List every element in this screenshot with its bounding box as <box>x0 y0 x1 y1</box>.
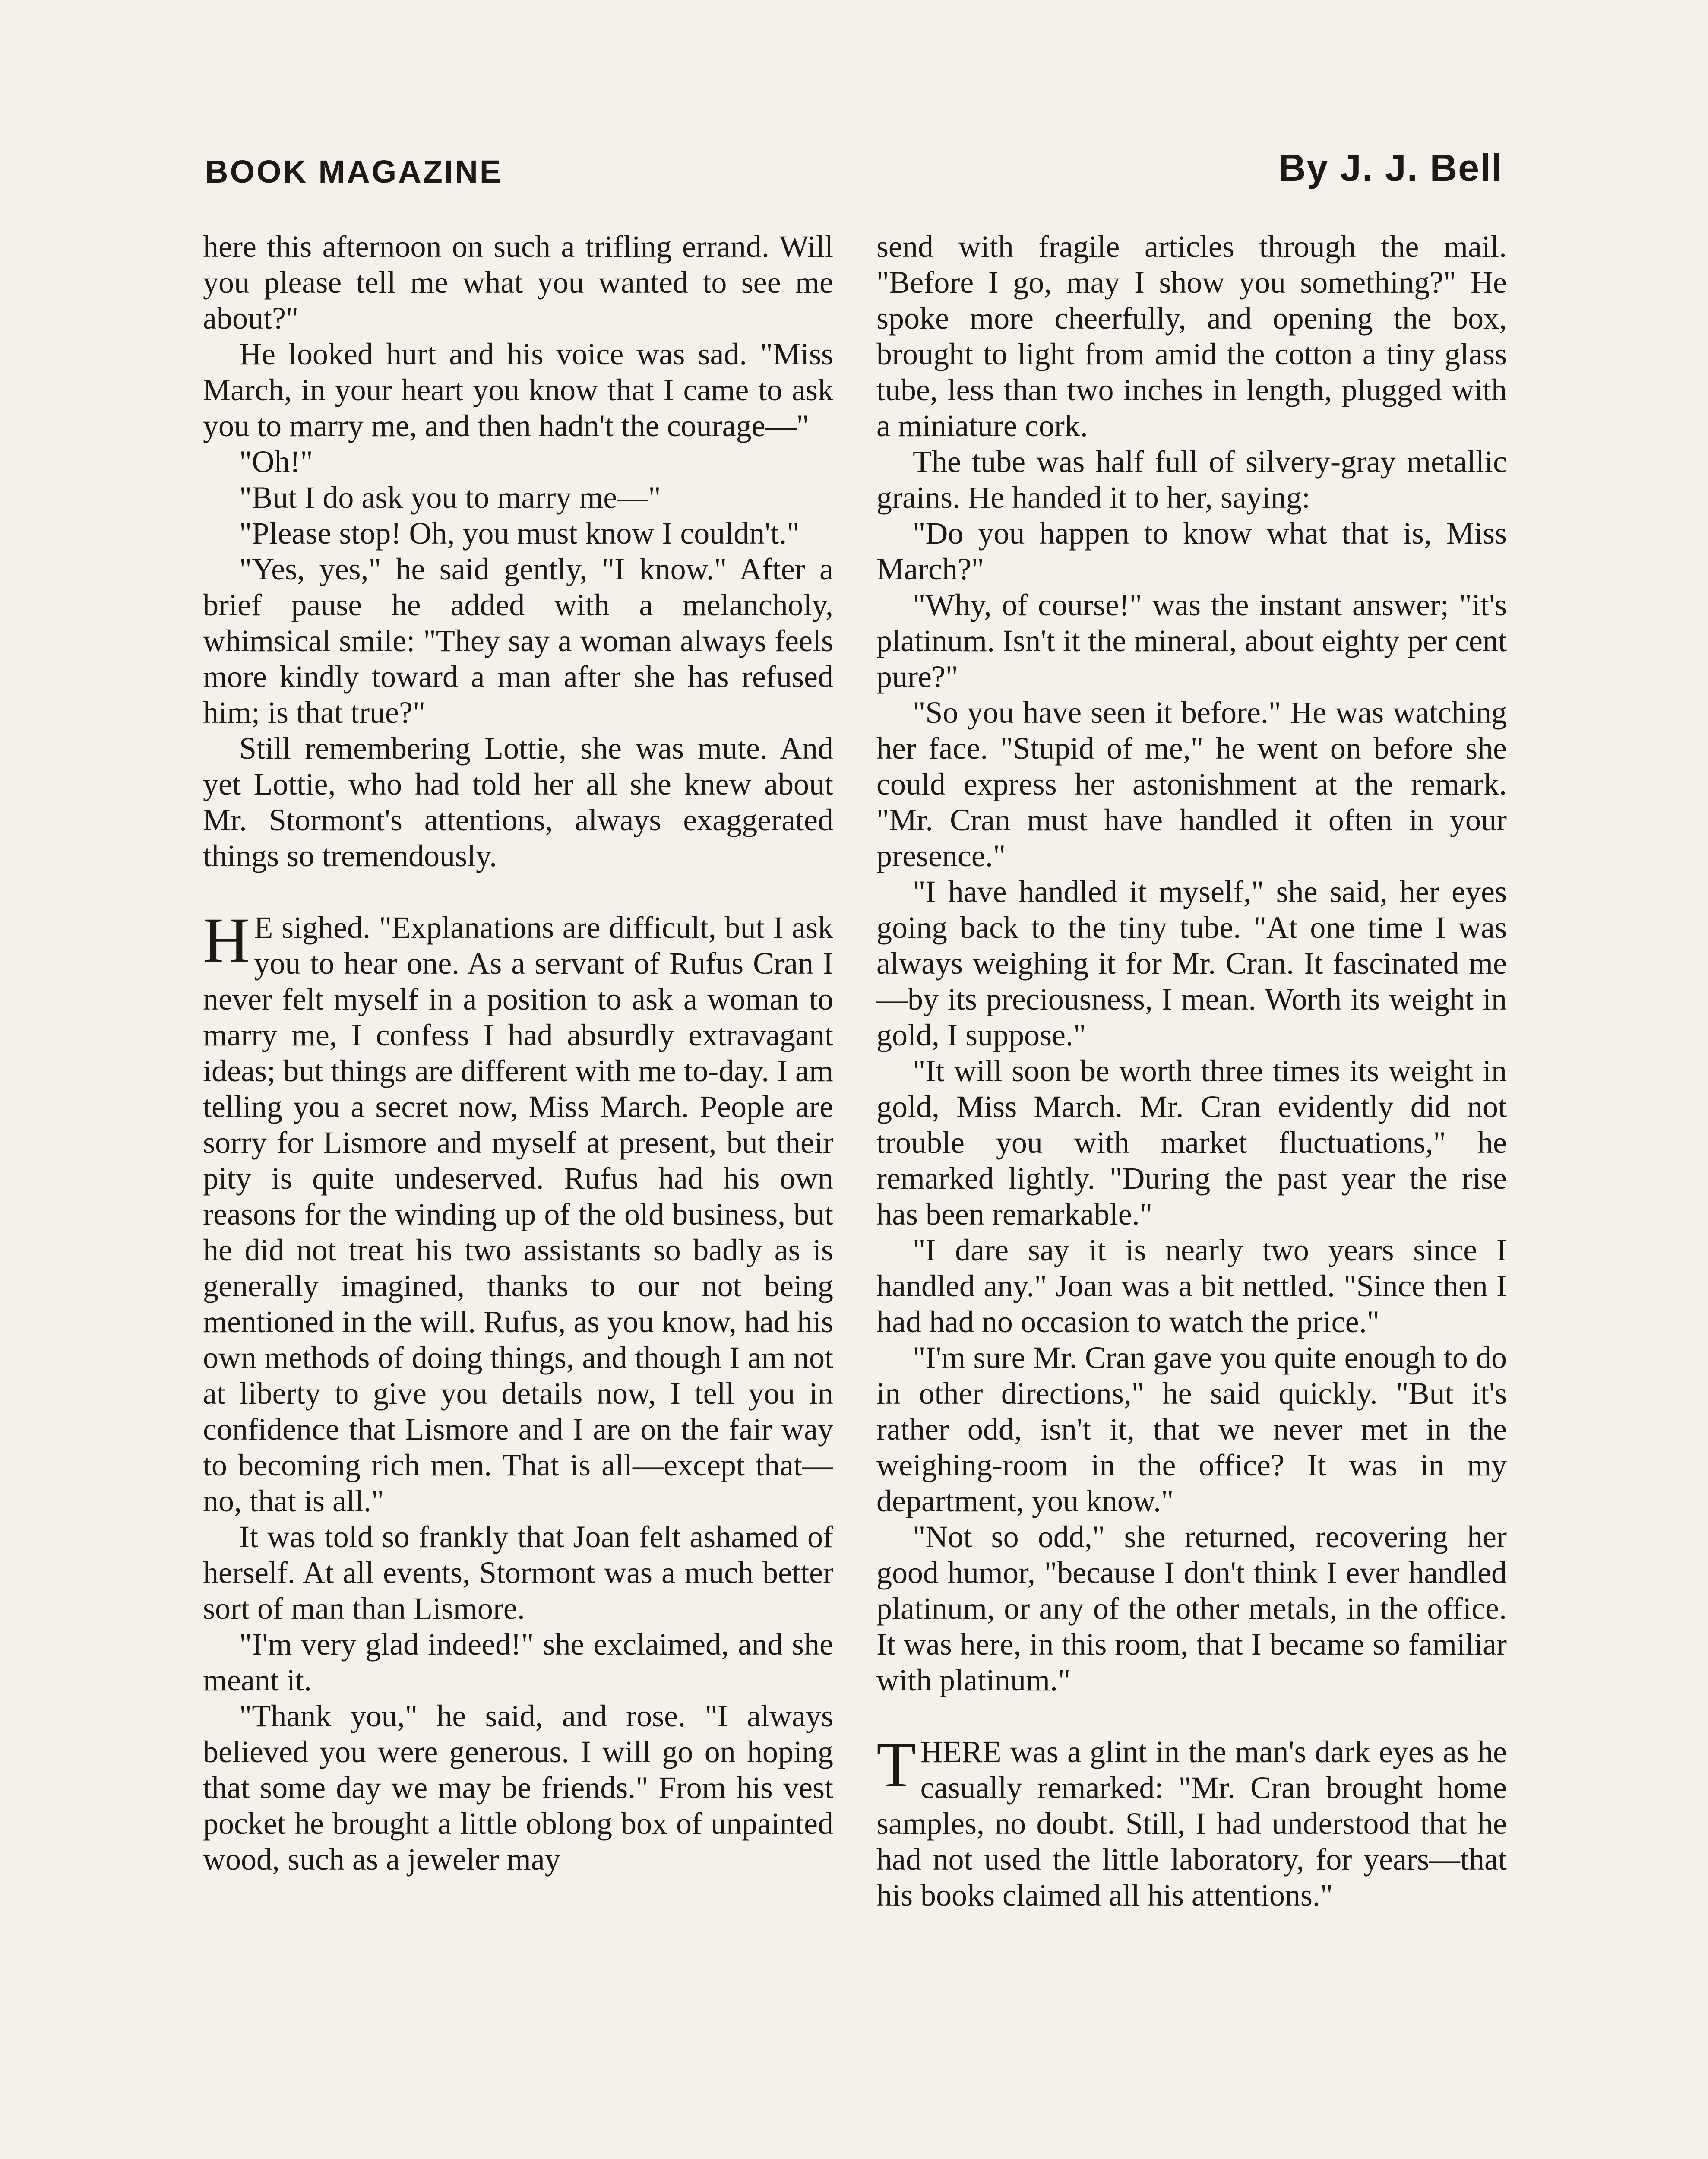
drop-cap: T <box>876 1729 916 1801</box>
paragraph: "I have handled it myself," she said, her eyes going back to the tiny tube. "At one time I was always weighing it for Mr. Cran. It fascinated me—by its preciousness, I mean. Worth its weight in gold, I suppose." <box>876 874 1507 1052</box>
section-paragraph <box>876 1729 1507 1913</box>
section-paragraph <box>203 905 833 1519</box>
left-column <box>203 229 833 2159</box>
paragraph: Still remembering Lottie, she was mute. And yet Lottie, who had told her all she knew about Mr. Stormont's attentions, always exaggerated things so tremendously. <box>203 731 833 873</box>
paragraph: "Not so odd," she returned, recovering her good humor, "because I don't think I ever handled platinum, or any of the other metals, in the office. It was here, in this room, that I became so familiar with platinum." <box>876 1520 1507 1697</box>
article-body <box>203 229 1507 2159</box>
paragraph: "Yes, yes," he said gently, "I know." After a brief pause he added with a melancholy, whimsical smile: "They say a woman always feels more kindly toward a man after she has refused him; is that true?" <box>203 552 833 730</box>
right-column <box>876 229 1507 2159</box>
paragraph: "It will soon be worth three times its weight in gold, Miss March. Mr. Cran evidently did not trouble you with market fluctuations," he remarked lightly. "During the past year the rise has been remarkable." <box>876 1054 1507 1231</box>
paragraph: "I'm very glad indeed!" she exclaimed, and she meant it. <box>203 1627 833 1697</box>
paragraph: It was told so frankly that Joan felt ashamed of herself. At all events, Stormont was a much better sort of man than Lismore. <box>203 1520 833 1626</box>
drop-cap: H <box>203 905 250 976</box>
paragraph: He looked hurt and his voice was sad. "Miss March, in your heart you know that I came to ask you to marry me, and then hadn't the courage—" <box>203 337 833 443</box>
paragraph: The tube was half full of silvery-gray metallic grains. He handed it to her, saying: <box>876 444 1507 515</box>
paragraph: "Please stop! Oh, you must know I couldn't." <box>239 516 800 551</box>
paragraph: "Why, of course!" was the instant answer; "it's platinum. Isn't it the mineral, about eighty per cent pure?" <box>876 588 1507 694</box>
paragraph: "Thank you," he said, and rose. "I always believed you were generous. I will go on hoping that some day we may be friends." From his vest pocket he brought a little oblong box of unpainted wood, such as a jeweler may <box>203 1699 833 1877</box>
paragraph: "Oh!" <box>239 444 313 479</box>
paragraph: send with fragile articles through the mail. "Before I go, may I show you something?" He spoke more cheerfully, and opening the box, brought to light from amid the cotton a tiny glass tube, less than two inches in length, plugged with a miniature cork. <box>876 229 1507 443</box>
paragraph: "I'm sure Mr. Cran gave you quite enough to do in other directions," he said quickly. "But it's rather odd, isn't it, that we never met in the weighing-room in the office? It was in my department, you know." <box>876 1340 1507 1518</box>
author-byline: By J. J. Bell <box>1278 146 1503 189</box>
paragraph: "I dare say it is nearly two years since I handled any." Joan was a bit nettled. "Since then I had had no occasion to watch the price." <box>876 1233 1507 1339</box>
magazine-title: BOOK MAGAZINE <box>205 154 503 190</box>
paragraph: "Do you happen to know what that is, Miss March?" <box>876 516 1507 586</box>
paragraph-text: E sighed. "Explanations are difficult, but I ask you to hear one. As a servant of Rufus Cran I never felt myself in a position to ask a woman to marry me, I confess I had absurdly extravagant ideas; but things are different with me to-day. I am telling you a secret now, Miss March. People are sorry for Lismore and myself at present, but their pity is quite undeserved. Rufus had his own reasons for the winding up of the old business, but he did not treat his two assistants so badly as is generally imagined, thanks to our not being mentioned in the will. Rufus, as you know, had his own methods of doing things, and though I am not at liberty to give you details now, I tell you in confidence that Lismore and I are on the fair way to becoming rich men. That is all—except that—no, that is all." <box>203 910 833 1518</box>
paragraph: "But I do ask you to marry me—" <box>239 480 661 515</box>
paragraph: here this afternoon on such a trifling errand. Will you please tell me what you wanted to see me about?" <box>203 229 833 336</box>
paragraph: "So you have seen it before." He was watching her face. "Stupid of me," he went on before she could express her astonishment at the remark. "Mr. Cran must have handled it often in your presence." <box>876 695 1507 873</box>
running-head <box>205 142 1503 190</box>
paragraph-text: HERE was a glint in the man's dark eyes as he casually remarked: "Mr. Cran brought home samples, no doubt. Still, I had understood that he had not used the little laboratory, for years—that his books claimed all his attentions." <box>876 1735 1507 1912</box>
